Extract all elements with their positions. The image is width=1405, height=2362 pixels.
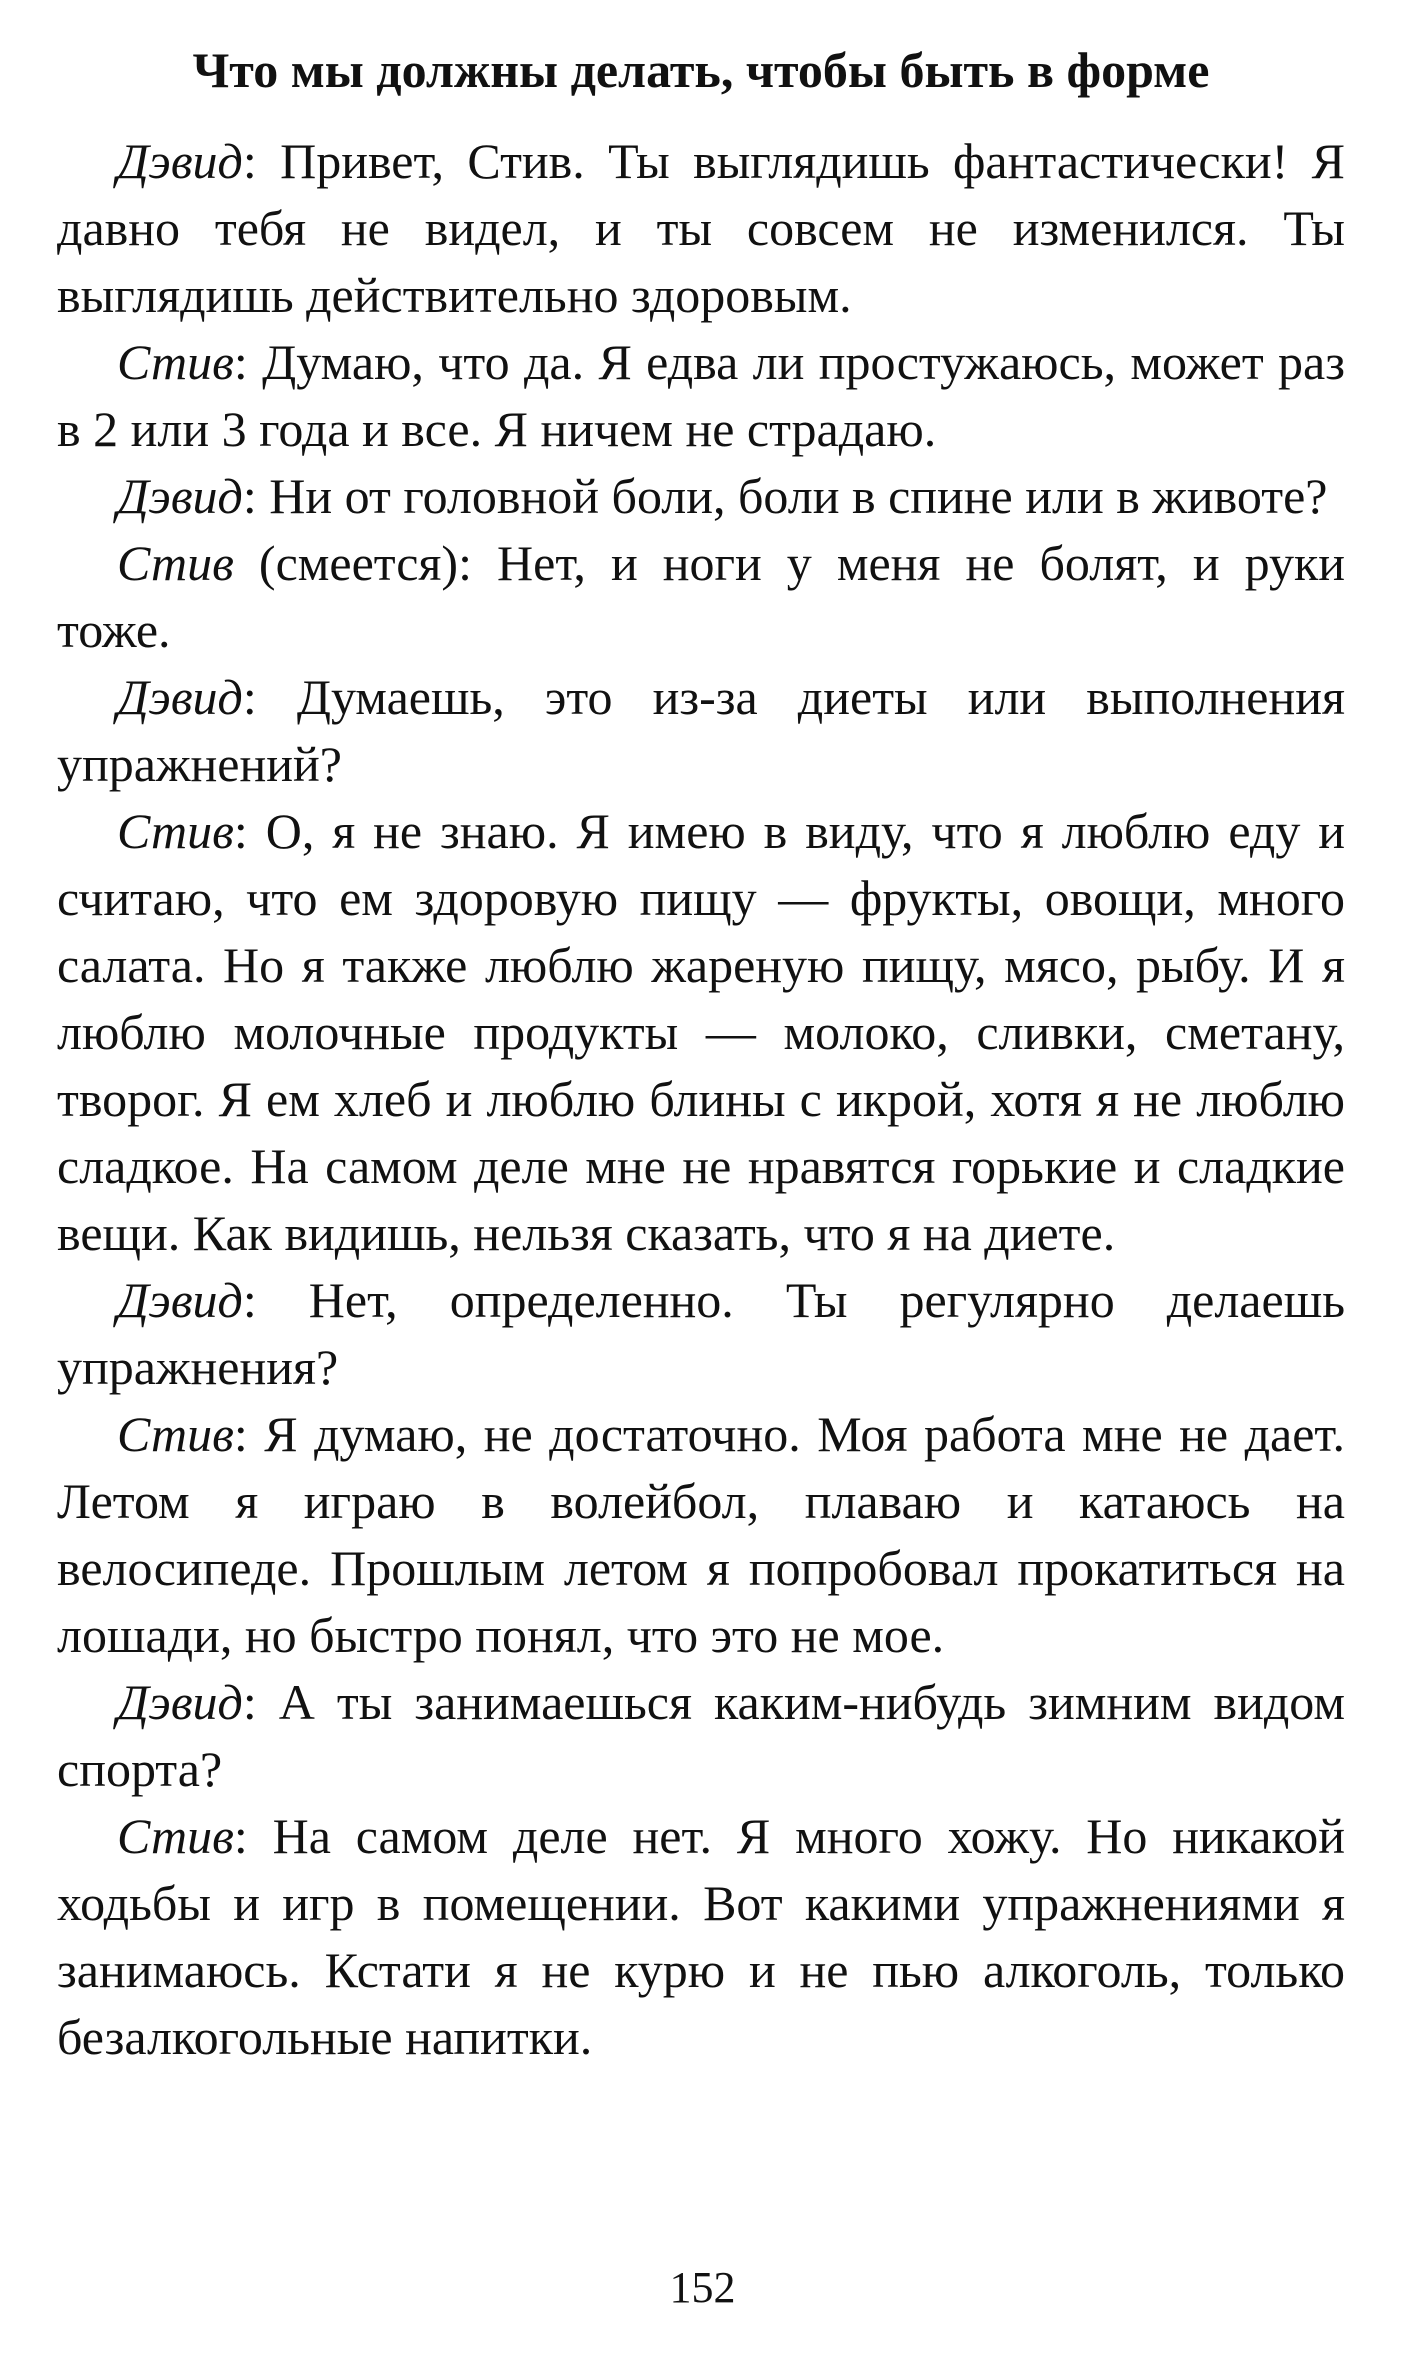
dialogue-paragraph-9 xyxy=(57,1669,1345,1803)
dialogue-paragraph-4 xyxy=(57,530,1345,664)
dialogue-text: А ты занимаешься каким-нибудь зимним видом спорта? xyxy=(57,1674,1345,1797)
dialogue-text: Ни от головной боли, боли в спине или в животе? xyxy=(256,468,1328,524)
dialogue-text: О, я не знаю. Я имею в виду, что я люблю еду и считаю, что ем здоровую пищу — фрукты, овощи, много салата. Но я также люблю жареную пищу, мясо, рыбу. И я люблю молочные продукты — молоко, сливки, сметану, творог. Я ем хлеб и люблю блины с икрой, хотя я не люблю сладкое. На самом деле мне не нравятся горькие и сладкие вещи. Как видишь, нельзя сказать, что я на диете. xyxy=(57,803,1345,1261)
speaker-suffix: : xyxy=(233,334,248,390)
dialogue-paragraph-8 xyxy=(57,1401,1345,1669)
speaker-name: Дэвид xyxy=(117,133,243,189)
speaker-suffix: : xyxy=(242,1674,257,1730)
page-title: Что мы должны делать, чтобы быть в форме xyxy=(192,42,1210,98)
dialogue-paragraph-1 xyxy=(57,128,1345,329)
dialogue-text: Думаешь, это из-за диеты или выполнения упражнений? xyxy=(57,669,1345,792)
speaker-suffix: : xyxy=(242,669,257,725)
speaker-name: Стив xyxy=(117,334,234,390)
speaker-name: Стив xyxy=(117,803,234,859)
dialogue-text: Я думаю, не достаточно. Моя работа мне не дает. Летом я играю в волейбол, плаваю и катаюсь на велосипеде. Прошлым летом я попробовал прокатиться на лошади, но быстро понял, что это не мое. xyxy=(57,1406,1345,1663)
dialogue-paragraph-3 xyxy=(57,463,1345,530)
speaker-name: Дэвид xyxy=(117,669,243,725)
dialogue-text: Думаю, что да. Я едва ли простужаюсь, может раз в 2 или 3 года и все. Я ничем не страдаю. xyxy=(57,334,1345,457)
speaker-name: Дэвид xyxy=(117,1674,243,1730)
speaker-name: Дэвид xyxy=(117,468,243,524)
dialogue-paragraph-7 xyxy=(57,1267,1345,1401)
dialogue-text: Нет, и ноги у меня не болят, и руки тоже. xyxy=(57,535,1346,658)
speaker-name: Дэвид xyxy=(117,1272,243,1328)
speaker-suffix: : xyxy=(233,1406,248,1462)
speaker-suffix: : xyxy=(242,1272,257,1328)
dialogue-text: Привет, Стив. Ты выглядишь фантастически! Я давно тебя не видел, и ты совсем не изменился. Ты выглядишь действительно здоровым. xyxy=(57,133,1345,323)
dialogue-paragraph-5 xyxy=(57,664,1345,798)
speaker-name: Стив xyxy=(117,1808,234,1864)
speaker-suffix: : xyxy=(242,133,257,189)
page-number: 152 xyxy=(669,2263,736,2312)
speaker-suffix: (смеется): xyxy=(233,535,472,591)
speaker-suffix: : xyxy=(233,1808,248,1864)
speaker-suffix: : xyxy=(233,803,248,859)
dialogue-paragraph-2 xyxy=(57,329,1345,463)
dialogue-text: Нет, определенно. Ты регулярно делаешь упражнения? xyxy=(57,1272,1345,1395)
speaker-name: Стив xyxy=(117,535,234,591)
dialogue-paragraph-6 xyxy=(57,798,1345,1267)
speaker-name: Стив xyxy=(117,1406,234,1462)
speaker-suffix: : xyxy=(242,468,257,524)
dialogue-text: На самом деле нет. Я много хожу. Но никакой ходьбы и игр в помещении. Вот какими упражнениями я занимаюсь. Кстати я не курю и не пью алкоголь, только безалкогольные напитки. xyxy=(57,1808,1345,2065)
book-page xyxy=(57,40,1345,2071)
dialogue-paragraph-10 xyxy=(57,1803,1345,2071)
